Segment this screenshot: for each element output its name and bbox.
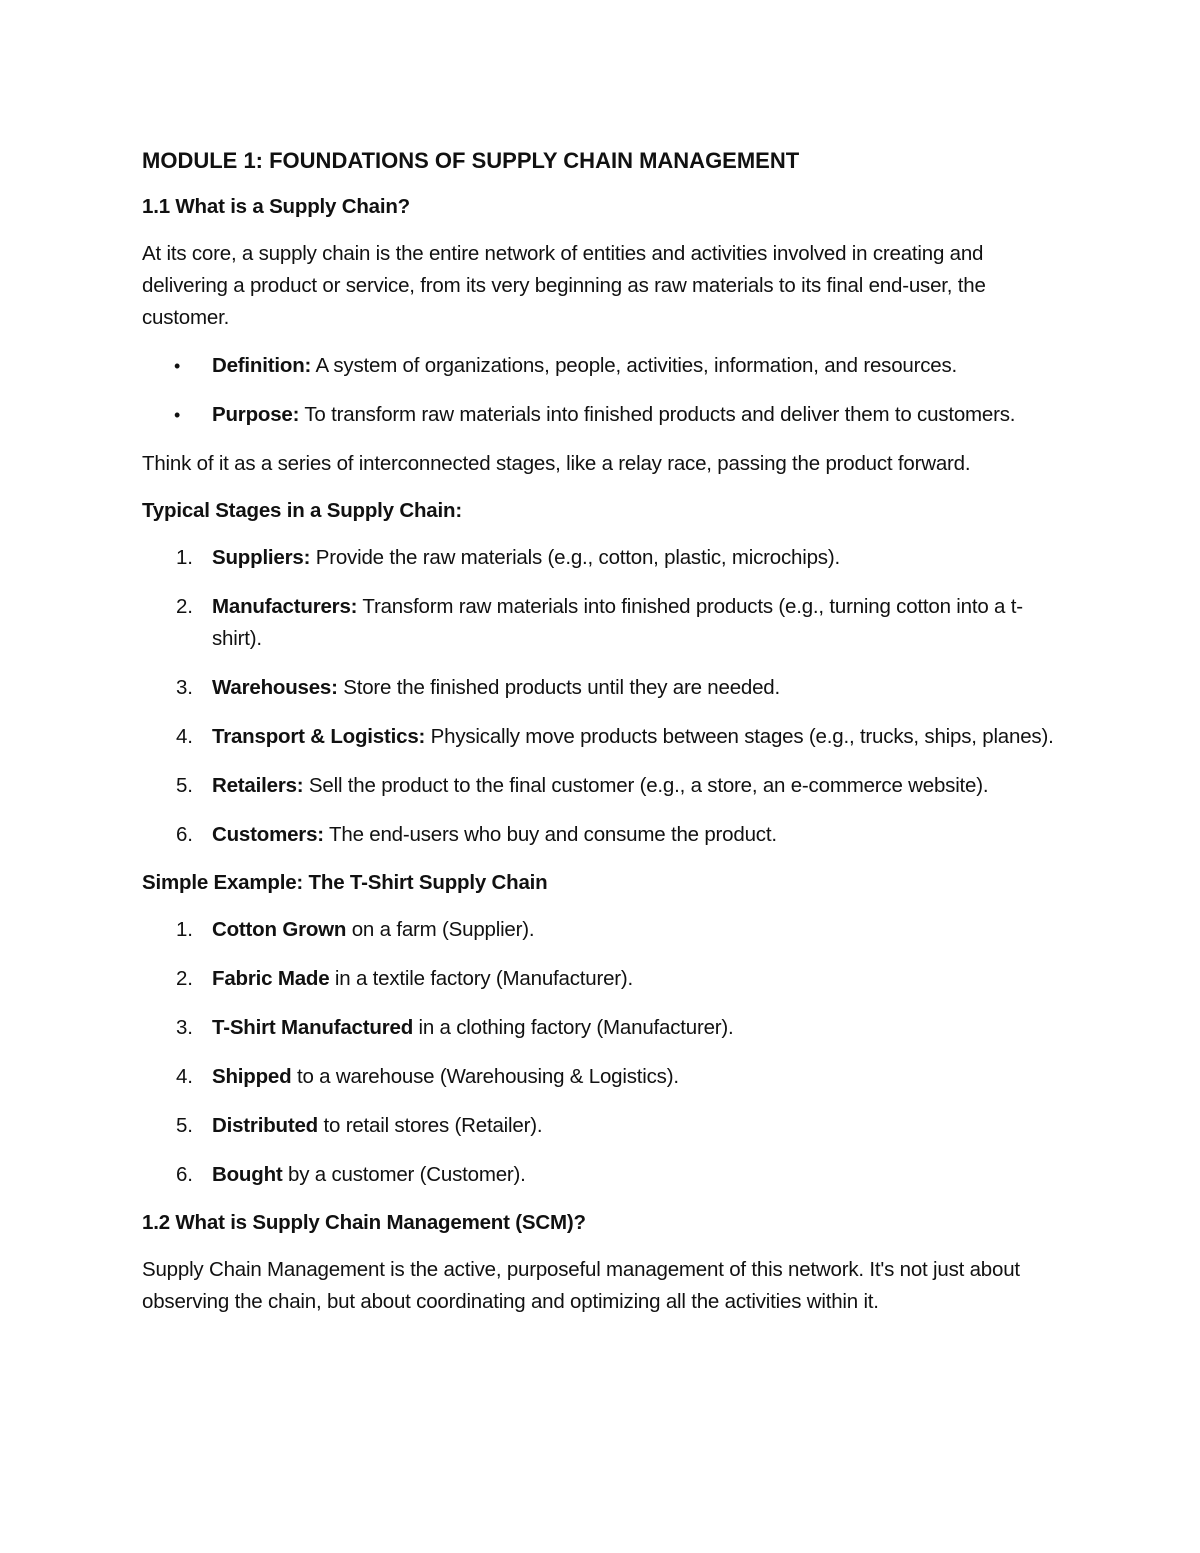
stages-list: [142, 542, 1062, 851]
section-1-1-intro: At its core, a supply chain is the entire network of entities and activities involved in creating and delivering a product or service, from its very beginning as raw materials to its final end-user, the customer.: [142, 242, 986, 329]
list-number: 5.: [176, 1114, 193, 1137]
list-item: [142, 1061, 1062, 1093]
section-1-1-heading: 1.1 What is a Supply Chain?: [142, 195, 410, 218]
stage-text: Sell the product to the final customer (e.g., a store, an e-commerce website).: [303, 774, 989, 797]
list-number: 3.: [176, 676, 193, 699]
list-item: [142, 770, 1062, 802]
module-title: MODULE 1: FOUNDATIONS OF SUPPLY CHAIN MANAGEMENT: [142, 148, 800, 173]
example-text: on a farm (Supplier).: [346, 918, 535, 941]
list-item: [142, 963, 1062, 995]
example-text: by a customer (Customer).: [282, 1163, 526, 1186]
list-item: [142, 672, 1062, 704]
list-number: 6.: [176, 1163, 193, 1186]
bullet-text: To transform raw materials into finished products and deliver them to customers.: [299, 403, 1016, 426]
example-term: T-Shirt Manufactured: [212, 1016, 414, 1039]
example-term: Distributed: [212, 1114, 318, 1137]
stage-term: Suppliers:: [212, 546, 311, 569]
example-heading: Simple Example: The T-Shirt Supply Chain: [142, 871, 548, 894]
bullet-term: Purpose:: [212, 403, 300, 426]
section-1-2-intro: Supply Chain Management is the active, purposeful management of this network. It's not just about observing the chain, but about coordinating and optimizing all the activities within it.: [142, 1258, 1020, 1313]
section-1-2-heading: 1.2 What is Supply Chain Management (SCM)?: [142, 1211, 586, 1234]
stage-text: Physically move products between stages (e.g., trucks, ships, planes).: [425, 725, 1054, 748]
example-term: Cotton Grown: [212, 918, 347, 941]
list-item: [142, 914, 1062, 946]
example-text: to retail stores (Retailer).: [318, 1114, 543, 1137]
stage-term: Retailers:: [212, 774, 304, 797]
bullet-text: A system of organizations, people, activities, information, and resources.: [311, 354, 958, 377]
stage-text: The end-users who buy and consume the product.: [323, 823, 777, 846]
list-item: [142, 542, 1062, 574]
stage-term: Transport & Logistics:: [212, 725, 426, 748]
list-number: 2.: [176, 595, 193, 618]
list-number: 4.: [176, 1065, 193, 1088]
list-number: 3.: [176, 1016, 193, 1039]
example-term: Bought: [212, 1163, 283, 1186]
definition-bullet-list: [142, 350, 1062, 431]
example-text: in a textile factory (Manufacturer).: [329, 967, 634, 990]
example-term: Shipped: [212, 1065, 292, 1088]
relay-race-analogy: Think of it as a series of interconnected stages, like a relay race, passing the product forward.: [142, 452, 971, 475]
list-number: 1.: [176, 546, 193, 569]
list-item: [142, 1110, 1062, 1142]
stage-text: Provide the raw materials (e.g., cotton, plastic, microchips).: [310, 546, 840, 569]
list-item: [142, 350, 1062, 382]
list-item: [142, 721, 1062, 753]
list-number: 5.: [176, 774, 193, 797]
list-item: [142, 1159, 1062, 1191]
stage-term: Manufacturers:: [212, 595, 358, 618]
list-number: 4.: [176, 725, 193, 748]
example-list: [142, 914, 1062, 1191]
list-number: 1.: [176, 918, 193, 941]
list-item: [142, 591, 1062, 655]
bullet-marker: •: [174, 356, 181, 376]
list-item: [142, 1012, 1062, 1044]
list-number: 2.: [176, 967, 193, 990]
stages-heading: Typical Stages in a Supply Chain:: [142, 499, 462, 522]
document-page: [142, 146, 1062, 1334]
bullet-term: Definition:: [212, 354, 312, 377]
list-item: [142, 399, 1062, 431]
example-text: to a warehouse (Warehousing & Logistics).: [291, 1065, 679, 1088]
stage-text: Transform raw materials into finished products (e.g., turning cotton into a t-shirt).: [212, 595, 1023, 650]
stage-text: Store the finished products until they are needed.: [337, 676, 780, 699]
stage-term: Warehouses:: [212, 676, 338, 699]
example-term: Fabric Made: [212, 967, 330, 990]
list-item: [142, 819, 1062, 851]
bullet-marker: •: [174, 405, 181, 425]
example-text: in a clothing factory (Manufacturer).: [413, 1016, 734, 1039]
stage-term: Customers:: [212, 823, 324, 846]
list-number: 6.: [176, 823, 193, 846]
